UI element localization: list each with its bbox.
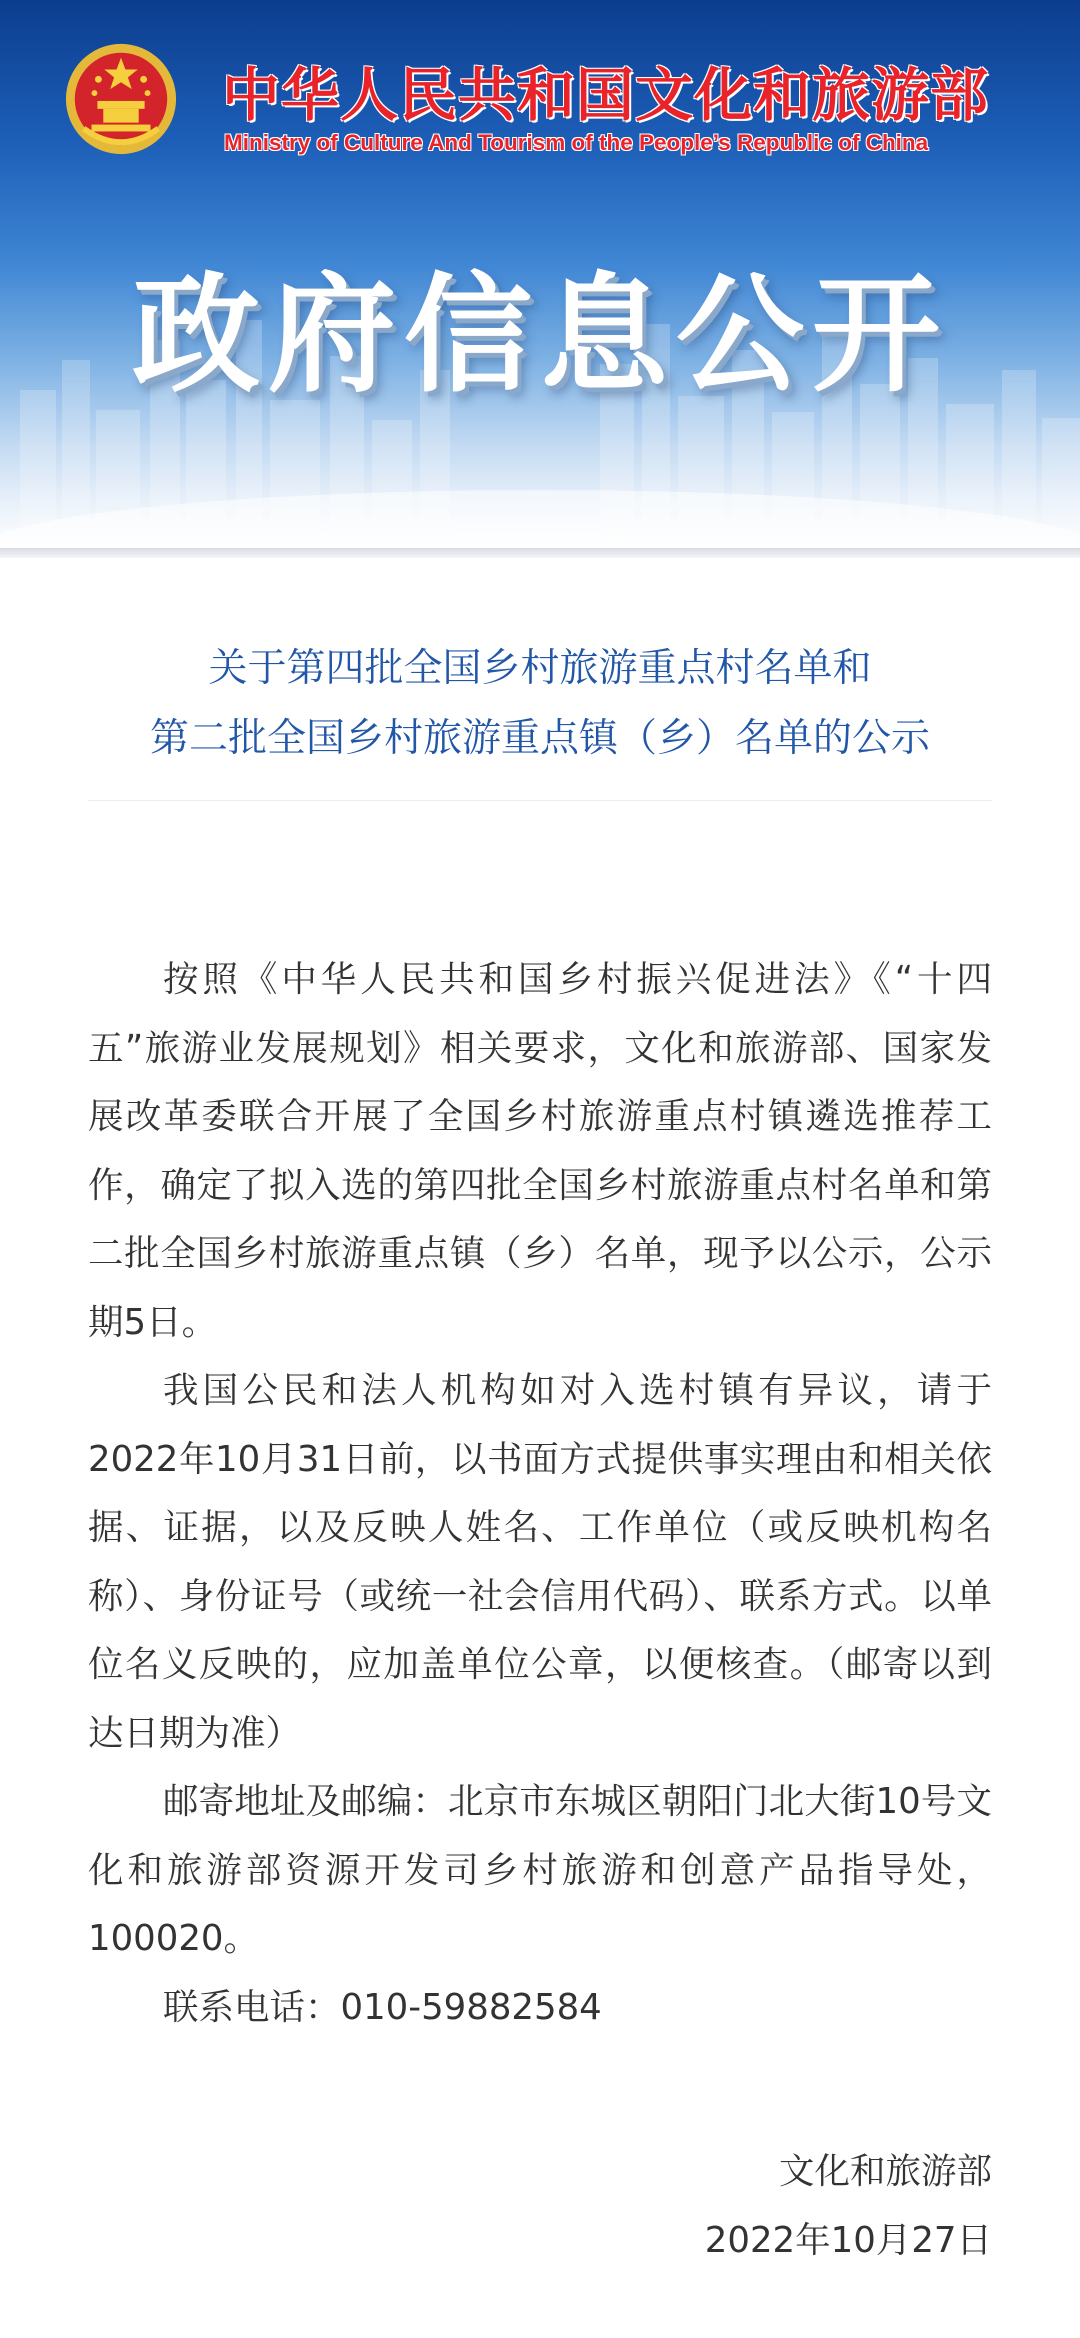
banner-title: 政府信息公开 <box>131 261 948 410</box>
body-paragraph: 我国公民和法人机构如对入选村镇有异议，请于2022年10月31日前，以书面方式提供事实理由和相关依据、证据，以及反映人姓名、工作单位（或反映机构名称）、身份证号（或统一社会信用代码）、联系方式。以单位名义反映的，应加盖单位公章，以便核查。（邮寄以到达日期为准） <box>88 1370 992 1754</box>
body-paragraph: 按照《中华人民共和国乡村振兴促进法》《“十四五”旅游业发展规划》相关要求，文化和旅游部、国家发展改革委联合开展了全国乡村旅游重点村镇遴选推荐工作，确定了拟入选的第四批全国乡村旅游重点村名单和第二批全国乡村旅游重点镇（乡）名单，现予以公示，公示期5日。 <box>88 959 992 1343</box>
document-title-line-2: 第二批全国乡村旅游重点镇（乡）名单的公示 <box>149 716 930 761</box>
ministry-name-cn: 中华人民共和国文化和旅游部 <box>222 61 990 129</box>
signature-date: 2022年10月27日 <box>704 2219 992 2261</box>
title-divider <box>88 800 992 801</box>
document-title <box>60 634 1020 774</box>
ministry-name-en: Ministry of Culture And Tourism of the People’s Republic of China <box>224 130 929 155</box>
document-title-line-1: 关于第四批全国乡村旅游重点村名单和 <box>208 646 872 691</box>
signature-organization: 文化和旅游部 <box>778 2151 992 2192</box>
banner-divider <box>0 548 1080 558</box>
signature-block <box>705 2138 992 2275</box>
body-paragraph-contact: 联系电话：010-59882584 <box>163 1986 602 2028</box>
body-paragraph: 邮寄地址及邮编：北京市东城区朝阳门北大街10号文化和旅游部资源开发司乡村旅游和创意产品指导处，100020。 <box>88 1781 992 1959</box>
document-body <box>88 946 992 2042</box>
national-emblem-icon <box>62 40 180 158</box>
header-banner <box>0 0 1080 548</box>
